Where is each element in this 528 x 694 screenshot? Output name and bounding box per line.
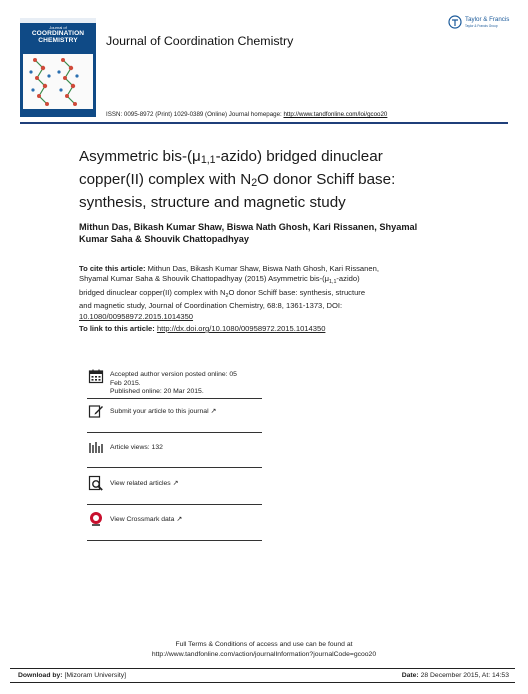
publisher-logo <box>448 14 512 32</box>
published-online: Published online: 20 Mar 2015. <box>110 388 204 396</box>
submit-article-link[interactable]: Submit your article to this journal <box>110 408 209 415</box>
external-link-icon: ↗ <box>172 480 179 487</box>
info-divider <box>87 398 262 399</box>
article-link-line <box>79 324 325 333</box>
article-doi-link[interactable]: http://dx.doi.org/10.1080/00958972.2015.1014350 <box>156 324 326 333</box>
header-divider <box>20 122 508 124</box>
cover-title-line2: CHEMISTRY <box>38 37 78 45</box>
cover-bottom-band <box>20 110 96 117</box>
info-divider <box>87 467 262 468</box>
issn-text: ISSN: 0095-8972 (Print) 1029-0389 (Online) Journal homepage: <box>106 111 282 118</box>
cover-top-strip <box>20 18 96 23</box>
calendar-icon <box>88 368 104 384</box>
authors-line2: Kumar Saha & Shouvik Chattopadhyay <box>79 234 250 245</box>
citation-line2: Shyamal Kumar Saha & Shouvik Chattopadhyay (2015) Asymmetric bis-$(\mu_{1,1}-azido)$ <box>79 274 360 286</box>
accepted-line2: Feb 2015. <box>110 379 141 387</box>
issn-line <box>106 111 387 118</box>
external-link-icon: ↗ <box>210 408 217 415</box>
accepted-published-info <box>110 371 237 397</box>
external-link-icon: ↗ <box>176 516 183 523</box>
download-date: Date: 28 December 2015, At: 14:53 <box>401 672 509 679</box>
info-divider <box>87 432 262 433</box>
citation-line3: bridged dinuclear copper(II) complex with $N_2O$ donor Schiff base: synthesis, structure <box>79 287 366 299</box>
publisher-logo-subtext: Taylor & Francis Group <box>465 24 498 28</box>
downloaded-by: Download by: [Mizoram University] <box>18 672 127 679</box>
article-title-line3: synthesis, structure and magnetic study <box>79 194 346 211</box>
cover-title <box>20 30 96 45</box>
journal-cover-thumbnail <box>20 18 96 117</box>
article-link-label: To link to this article: <box>79 324 155 333</box>
article-authors <box>79 221 479 246</box>
publisher-logo-text: Taylor & Francis <box>465 16 510 23</box>
terms-line: Full Terms & Conditions of access and use can be found at <box>175 641 353 648</box>
bar-chart-icon <box>88 439 104 455</box>
info-divider <box>87 504 262 505</box>
crossmark-row[interactable] <box>110 516 182 525</box>
submit-article-icon <box>88 403 104 419</box>
terms-block <box>0 640 528 659</box>
related-articles-row[interactable] <box>110 480 178 489</box>
article-title-line2: copper(II) complex with $N_2O$ donor Schiff base: <box>79 171 396 189</box>
crossmark-icon <box>88 511 104 527</box>
download-info-bar <box>10 668 515 683</box>
submit-article-row[interactable] <box>110 408 216 417</box>
citation-doi-link[interactable]: 10.1080/00958972.2015.1014350 <box>79 311 194 321</box>
crossmark-link[interactable]: View Crossmark data <box>110 516 175 523</box>
related-articles-link[interactable]: View related articles <box>110 480 171 487</box>
citation-line1: To cite this article: Mithun Das, Bikash Kumar Shaw, Biswa Nath Ghosh, Kari Rissanen, <box>79 264 379 273</box>
terms-url[interactable]: http://www.tandfonline.com/action/journalInformation?journalCode=gcoo20 <box>151 650 377 658</box>
cover-title-line1: COORDINATION <box>31 30 85 37</box>
citation-label: To cite this article: <box>79 264 146 273</box>
article-views: Article views: 132 <box>110 444 163 451</box>
citation-block <box>79 264 439 322</box>
citation-line4: and magnetic study, Journal of Coordination Chemistry, 68:8, 1361-1373, DOI: <box>79 301 343 311</box>
authors-line1: Mithun Das, Bikash Kumar Shaw, Biswa Nath Ghosh, Kari Rissanen, Shyamal <box>79 222 418 232</box>
cover-small-text: Journal of <box>49 25 67 30</box>
info-divider <box>87 540 262 541</box>
journal-title: Journal of Coordination Chemistry <box>106 34 294 48</box>
article-title-line1: Asymmetric bis-$(\mu_{1,1}-azido)$ bridged dinuclear <box>79 148 383 166</box>
cover-molecule-illustration <box>23 54 93 109</box>
accepted-line1: Accepted author version posted online: 05 <box>110 371 237 378</box>
journal-homepage-link[interactable]: http://www.tandfonline.com/loi/gcoo20 <box>283 111 388 118</box>
article-title <box>79 147 479 213</box>
related-articles-search-icon <box>88 475 104 491</box>
